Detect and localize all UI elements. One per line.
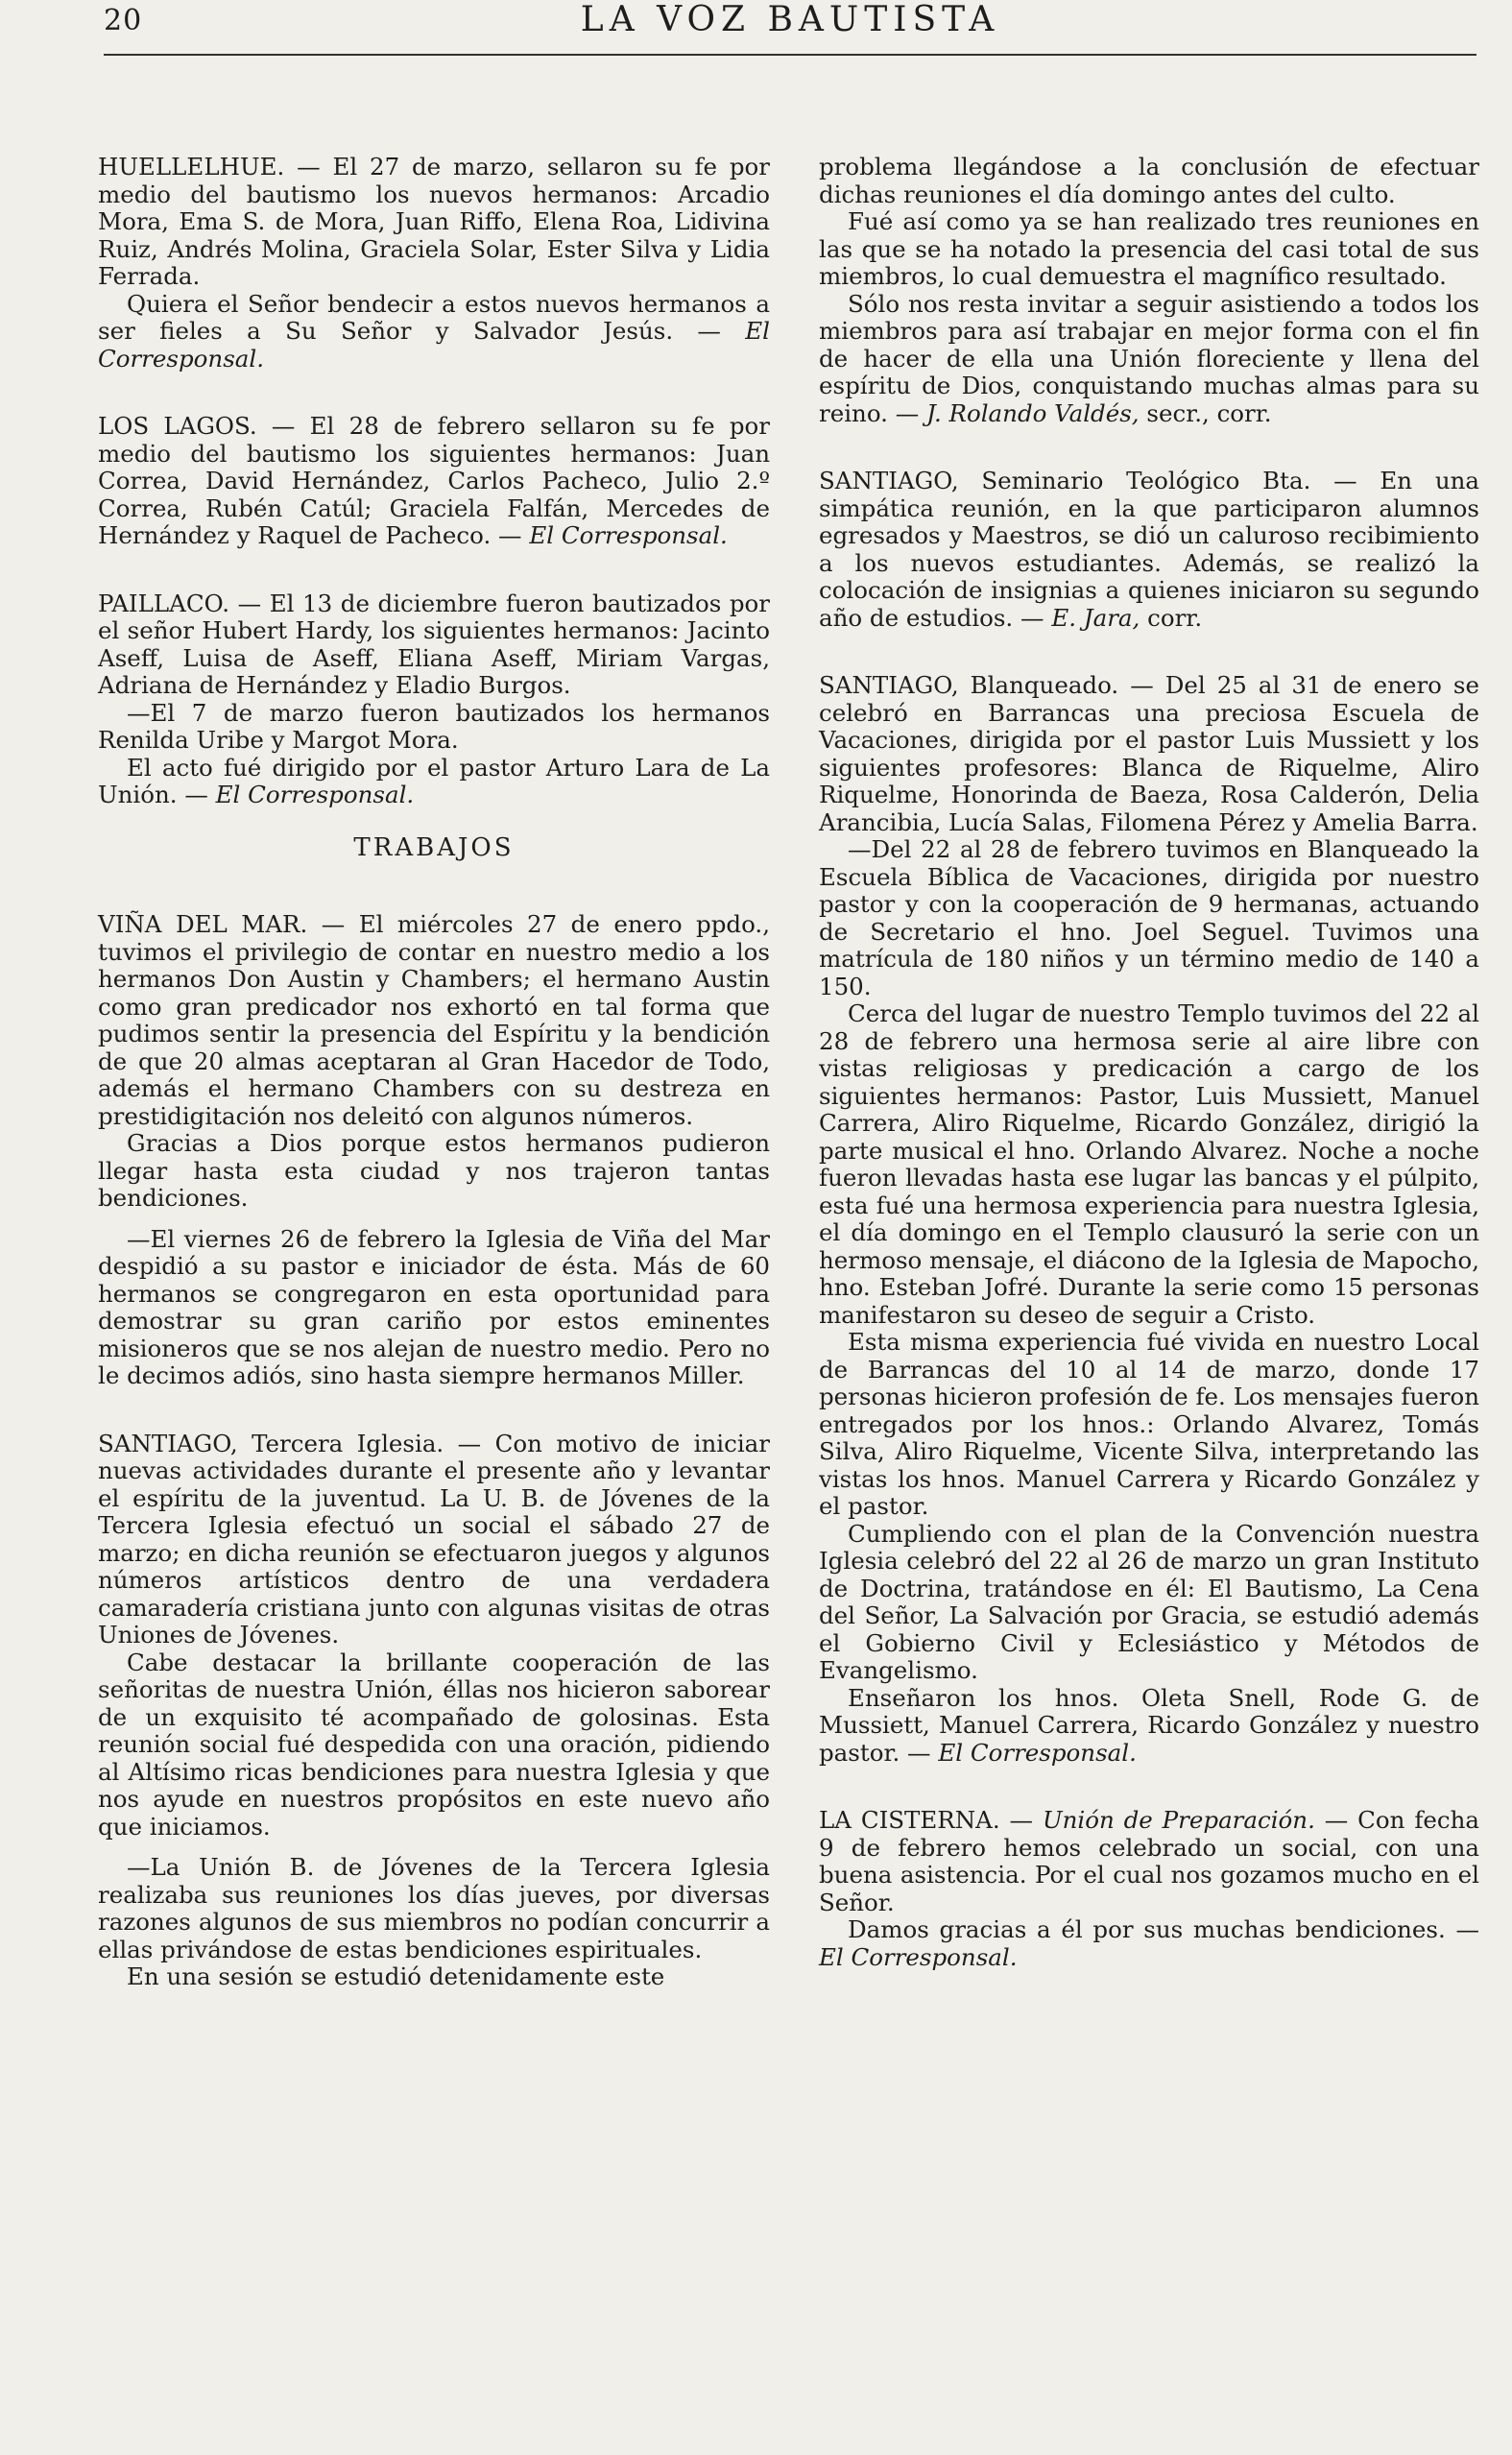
paragraph-text: Enseñaron los hnos. Oleta Snell, Rode G. de Mussiett, Manuel Carrera, Ricardo González y nuestro pastor. — (819, 1683, 1479, 1767)
paragraph-text: problema llegándose a la conclusión de efectuar dichas reuniones el día domingo antes del culto. (819, 153, 1479, 208)
paragraph-text: Cumpliendo con el plan de la Convención nuestra Iglesia celebró del 22 al 26 de marzo un gran Instituto de Doctrina, tratándose en él: El Bautismo, La Cena del Señor, La Salvación por Gracia, se estudió además el Gobierno Civil y Eclesiástico y Métodos de Evangelismo. (819, 1519, 1479, 1684)
paragraph-text: VIÑA DEL MAR. — El miércoles 27 de enero ppdo., tuvimos el privilegio de contar en nuestro medio a los hermanos Don Austin y Chambers; el hermano Austin como gran predicador nos exhortó en tal forma que pudimos sentir la presencia del Espíritu y la bendición de que 20 almas aceptaran al Gran Hacedor de Todo, además el hermano Chambers con su destreza en prestidigitación nos deleitó con algunos números. (98, 910, 770, 1130)
paragraph-text: Damos gracias a él por sus muchas bendiciones. — (848, 1915, 1479, 1943)
article-paragraph (819, 291, 1479, 428)
signature: J. Rolando Valdés, (926, 398, 1140, 427)
article-paragraph (819, 1329, 1479, 1521)
paragraph-text: —Del 22 al 28 de febrero tuvimos en Blanqueado la Escuela Bíblica de Vacaciones, dirigida por nuestro pastor y con la cooperación de 9 hermanas, actuando de Secretario el hno. Joel Seguel. Tuvimos una matrícula de 180 niños y un término medio de 140 a 150. (819, 835, 1479, 1000)
paragraph-text: Cabe destacar la brillante cooperación de las señoritas de nuestra Unión, éllas nos hicieron saborear de un exquisito té acompañado de golosinas. Esta reunión social fué despedida con una oración, pidiendo al Altísimo ricas bendiciones para nuestra Iglesia y que nos ayude en nuestros propósitos en este nuevo año que iniciamos. (98, 1648, 770, 1841)
paragraph-text: En una sesión se estudió detenidamente este (127, 1962, 665, 1990)
article-paragraph (98, 291, 770, 373)
article-paragraph-lead (819, 1807, 1479, 1916)
paragraph-text: SANTIAGO, Tercera Iglesia. — Con motivo de iniciar nuevas actividades durante el presente año y levantar el espíritu de la juventud. La U. B. de Jóvenes de la Tercera Iglesia efectuó un social el sábado 27 de marzo; en dicha reunión se efectuaron juegos y algunos números artísticos dentro de una verdadera camaradería cristiana junto con algunas visitas de otras Uniones de Jóvenes. (98, 1429, 770, 1649)
paragraph-text: El acto fué dirigido por el pastor Arturo Lara de La Unión. — (98, 753, 770, 808)
paragraph-text: SANTIAGO, Blanqueado. — Del 25 al 31 de enero se celebró en Barrancas una preciosa Escuela de Vacaciones, dirigida por el pastor Luis Mussiett y los siguientes profesores: Blanca de Riquelme, Aliro Riquelme, Honorinda de Baeza, Rosa Calderón, Delia Arancibia, Lucía Salas, Filomena Pérez y Amelia Barra. (819, 671, 1479, 836)
page-number: 20 (104, 4, 143, 37)
article-paragraph (98, 1963, 770, 1991)
header-rule (104, 54, 1476, 56)
article-paragraph (98, 1854, 770, 1963)
signature: El Corresponsal. (215, 781, 415, 808)
article-paragraph-lead (98, 154, 770, 291)
signature: Unión de Preparación. (1042, 1806, 1315, 1834)
article-paragraph-lead (819, 154, 1479, 208)
article-paragraph (98, 1649, 770, 1841)
signature: El Corresponsal. (98, 317, 770, 373)
left-column (98, 154, 770, 2005)
paragraph-text: SANTIAGO, Seminario Teológico Bta. — En una simpática reunión, en la que participaron alumnos egresados y Maestros, se dió un caluroso recibimiento a los nuevos estudiantes. Además, se realizó la colocación de insignias a quienes iniciaron su segundo año de estudios. — (819, 467, 1479, 632)
article-paragraph (98, 1130, 770, 1213)
article-paragraph (98, 700, 770, 755)
article-paragraph (819, 1685, 1479, 1768)
article-paragraph (819, 1000, 1479, 1329)
paragraph-text: —El 7 de marzo fueron bautizados los hermanos Renilda Uribe y Margot Mora. (98, 698, 770, 754)
paragraph-text: Quiera el Señor bendecir a estos nuevos hermanos a ser fieles a Su Señor y Salvador Jesús. — (98, 289, 770, 345)
signature-tail: — Con fecha 9 de febrero hemos celebrado un social, con una buena asistencia. Por el cual nos gozamos mucho en el Señor. (819, 1806, 1479, 1916)
article-paragraph-lead (819, 468, 1479, 632)
article-paragraph-lead (98, 911, 770, 1130)
signature: E. Jara, (1051, 603, 1140, 632)
paragraph-text: Gracias a Dios porque estos hermanos pudieron llegar hasta esta ciudad y nos trajeron tantas bendiciones. (98, 1129, 770, 1212)
paragraph-text: LA CISTERNA. — (819, 1806, 1034, 1834)
section-heading: TRABAJOS (353, 832, 515, 862)
paragraph-text: Fué así como ya se han realizado tres reuniones en las que se ha notado la presencia del casi total de sus miembros, lo cual demuestra el magnífico resultado. (819, 207, 1479, 290)
article-paragraph (819, 1916, 1479, 1971)
article-paragraph (98, 755, 770, 809)
magazine-title: LA VOZ BAUTISTA (580, 0, 1000, 39)
signature: El Corresponsal. (529, 521, 728, 549)
article-paragraph (819, 1521, 1479, 1685)
article-paragraph-lead (98, 590, 770, 700)
page-header (104, 0, 1476, 58)
article-paragraph (819, 208, 1479, 291)
article-paragraph-lead (98, 1431, 770, 1649)
paragraph-text: Esta misma experiencia fué vivida en nuestro Local de Barrancas del 10 al 14 de marzo, donde 17 personas hicieron profesión de fe. Los mensajes fueron entregados por los hnos.: Orlando Alvarez, Tomás Silva, Aliro Riquelme, Vicente Silva, interpretando las vistas los hnos. Manuel Carrera y Ricardo González y el pastor. (819, 1328, 1479, 1520)
article-paragraph (819, 836, 1479, 1000)
article-paragraph (98, 1226, 770, 1390)
paragraph-text: Sólo nos resta invitar a seguir asistiendo a todos los miembros para así trabajar en mejor forma con el fin de hacer de ella una Unión floreciente y llena del espíritu de Dios, conquistando muchas almas para su reino. — (819, 289, 1479, 427)
signature-tail: secr., corr. (1146, 398, 1272, 427)
signature: El Corresponsal. (938, 1738, 1137, 1767)
article-paragraph-lead (819, 672, 1479, 836)
right-column (819, 154, 1479, 1985)
paragraph-text: LOS LAGOS. — El 28 de febrero sellaron su fe por medio del bautismo los siguientes hermanos: Juan Correa, David Hernández, Carlos Pacheco, Julio 2.º Correa, Rubén Catúl; Graciela Falfán, Mercedes de Hernández y Raquel de Pacheco. — (98, 412, 770, 549)
paragraph-text: HUELLELHUE. — El 27 de marzo, sellaron su fe por medio del bautismo los nuevos hermanos: Arcadio Mora, Ema S. de Mora, Juan Riffo, Elena Roa, Lidivina Ruiz, Andrés Molina, Graciela Solar, Ester Silva y Lidia Ferrada. (98, 153, 770, 290)
paragraph-text: —El viernes 26 de febrero la Iglesia de Viña del Mar despidió a su pastor e iniciador de ésta. Más de 60 hermanos se congregaron en esta oportunidad para demostrar su gran cariño por estos eminentes misioneros que se nos alejan de nuestro medio. Pero no le decimos adiós, sino hasta siempre hermanos Miller. (98, 1224, 770, 1389)
paragraph-text: PAILLACO. — El 13 de diciembre fueron bautizados por el señor Hubert Hardy, los siguientes hermanos: Jacinto Aseff, Luisa de Aseff, Eliana Aseff, Miriam Vargas, Adriana de Hernández y Eladio Burgos. (98, 589, 770, 699)
paragraph-text: —La Unión B. de Jóvenes de la Tercera Iglesia realizaba sus reuniones los días jueves, por diversas razones algunos de sus miembros no podían concurrir a ellas privándose de estas bendiciones espirituales. (98, 1853, 770, 1963)
article-paragraph-lead (98, 413, 770, 550)
paragraph-text: Cerca del lugar de nuestro Templo tuvimos del 22 al 28 de febrero una hermosa serie al aire libre con vistas religiosas y predicación a cargo de los siguientes hermanos: Pastor, Luis Mussiett, Manuel Carrera, Aliro Riquelme, Ricardo González, dirigió la parte musical el hno. Orlando Alvarez. Noche a noche fueron llevadas hasta ese lugar las bancas y el púlpito, esta fué una hermosa experiencia para nuestra Iglesia, el día domingo en el Templo clausuró la serie con un hermoso mensaje, el diácono de la Iglesia de Mapocho, hno. Esteban Jofré. Durante la serie como 15 personas manifestaron su deseo de seguir a Cristo. (819, 999, 1479, 1329)
signature-tail: corr. (1147, 603, 1203, 632)
signature: El Corresponsal. (819, 1942, 1018, 1971)
